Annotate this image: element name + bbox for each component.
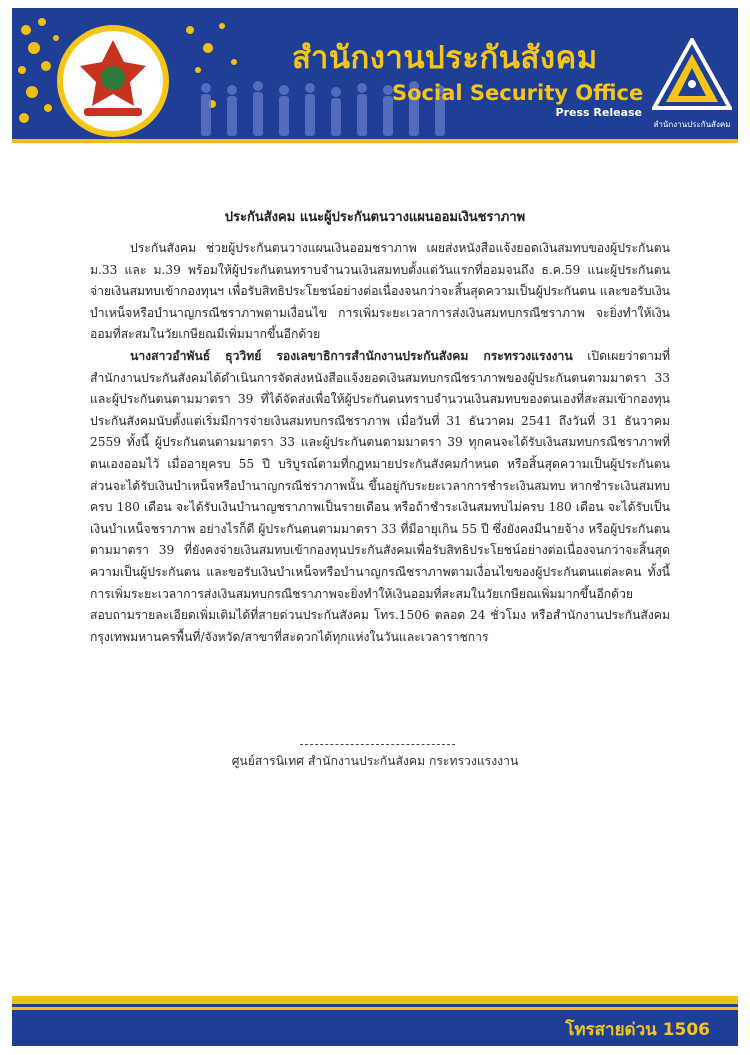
paragraph-details-text: เปิดเผยว่าตามที่สำนักงานประกันสังคมได้ดำเนินการจัดส่งหนังสือแจ้งยอดเงินสมทบกรณีชราภาพของผู้ประกันตนตามมาตรา 33 และผู้ประกันตนตามมาตรา 39 ที่ได้จัดส่งเพื่อให้ผู้ประกันตนทราบจำนวนเงินสมทบของตนเองที่สะสมเข้ากองทุนประกันสังคมนับตั้งแต่เริ่มมีการจ่ายเงินสมทบกรณีชราภาพ เมื่อวันที่ 31 ธันวาคม 2541 ถึงวันที่ 31 ธันวาคม 2559 ทั้งนี้ ผู้ประกันตนตามมาตรา 33 และผู้ประกันตนตามมาตรา 39 ทุกคนจะได้รับเงินสมทบกรณีชราภาพที่ตนเองออมไว้ เมื่ออายุครบ 55 ปี บริบูรณ์ตามที่กฎหมายประกันสังคมกำหนด หรือสิ้นสุดความเป็นผู้ประกันตน ส่วนจะได้รับเงินบำเหน็จหรือบำนาญกรณีชราภาพนั้น ขึ้นอยู่กับระยะเวลาการชำระเงินสมทบ หากชำระเงินสมทบครบ 180 เดือน จะได้รับเงินบำนาญชราภาพเป็นรายเดือน หรือถ้าชำระเงินสมทบไม่ครบ 180 เดือน จะได้รับเป็นเงินบำเหน็จชราภาพ อย่างไรก็ดี ผู้ประกันตนตามมาตรา 33 ที่มีอายุเกิน 55 ปี ซึ่งยังคงมีนายจ้าง หรือผู้ประกันตนตามมาตรา 39 ที่ยังคงจ่ายเงินสมทบเข้ากองทุนประกันสังคมเพื่อรับสิทธิประโยชน์อย่างต่อเนื่องจนกว่าจะสิ้นสุดความเป็นผู้ประกันตน และขอรับเงินบำเหน็จหรือบำนาญกรณีชราภาพตามเงื่อนไขของผู้ประกันตนแต่ละคน ทั้งนี้การเพิ่มระยะเวลาการส่งเงินสมทบกรณีชราภาพจะยิ่งทำให้เงินออมที่สะสมในวัยเกษียณเพิ่มมากขึ้นอีกด้วย สอบถามรายละเอียดเพิ่มเติมได้ที่สายด่วนประกันสังคม โทร.1506 ตลอด 24 ชั่วโมง หรือสำนักงานประกันสังคมกรุงเทพมหานครพื้นที่/จังหวัด/สาขาที่สะดวกได้ทุกแห่งในวันและเวลาราชการ: [90, 348, 670, 644]
org-name-english: Social Security Office: [392, 81, 644, 105]
footer-band: [12, 996, 738, 1046]
signature-divider: [300, 744, 455, 745]
document-title: ประกันสังคม แนะผู้ประกันตนวางแผนออมเงินชราภาพ: [224, 210, 526, 225]
sso-logo-caption: สำนักงานประกันสังคม: [653, 120, 731, 129]
press-release-body: [90, 238, 670, 648]
ministry-of-labour-logo: [54, 22, 172, 140]
footer-stripe: [12, 996, 738, 1004]
paragraph-details: [90, 346, 670, 648]
hotline-number: โทรสายด่วน 1506: [565, 1020, 710, 1040]
paragraph-intro: ประกันสังคม ช่วยผู้ประกันตนวางแผนเงินออมชราภาพ เผยส่งหนังสือแจ้งยอดเงินสมทบของผู้ประกันตน ม.33 และ ม.39 พร้อมให้ผู้ประกันตนทราบจำนวนเงินสมทบตั้งแต่วันแรกที่ออมจนถึง ธ.ค.59 แนะผู้ประกันตน จ่ายเงินสมทบเข้ากองทุนฯ เพื่อรับสิทธิประโยชน์อย่างต่อเนื่องจนกว่าจะสิ้นสุดความเป็นผู้ประกันตน และขอรับเงินบำเหน็จหรือบำนาญกรณีชราภาพตามเงื่อนไข การเพิ่มระยะเวลาการส่งเงินสมทบกรณีชราภาพ จะยิ่งทำให้เงินออมที่สะสมในวัยเกษียณมีเพิ่มมากขึ้นอีกด้วย: [90, 241, 670, 342]
source-attribution: ศูนย์สารนิเทศ สำนักงานประกันสังคม กระทรวงแรงงาน: [231, 754, 519, 768]
press-release-label: Press Release: [555, 106, 642, 119]
sso-triangle-logo: [652, 38, 732, 110]
speaker-name: นางสาวอำพันธ์ ธุววิทย์ รองเลขาธิการสำนักงานประกันสังคม กระทรวงแรงงาน: [130, 348, 573, 363]
header-banner: [12, 8, 738, 143]
org-name-thai: สำนักงานประกันสังคม: [292, 40, 598, 76]
footer-stripe-thin: [12, 1007, 738, 1010]
header-underline: [12, 139, 738, 143]
